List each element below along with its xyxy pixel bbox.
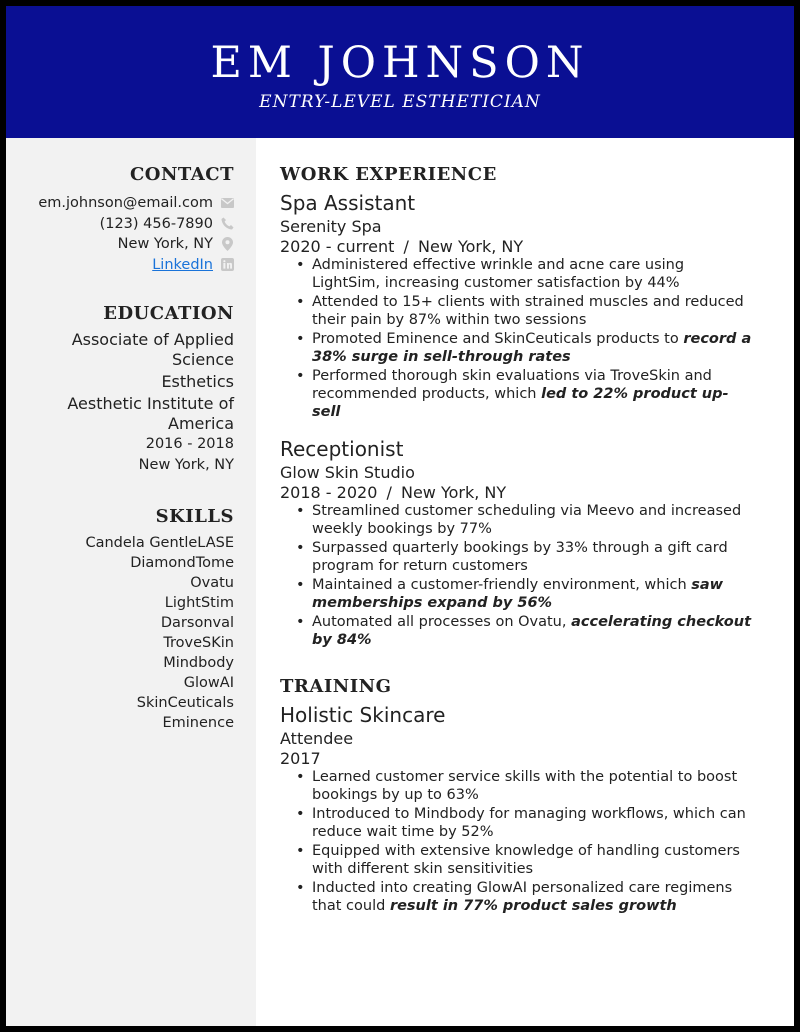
email-text: em.johnson@email.com — [38, 195, 213, 212]
linkedin-icon — [220, 258, 234, 272]
job-entry — [280, 437, 752, 649]
bullet-item: • Inducted into creating GlowAI personalized care regimens that could result in 77% product sales growth — [312, 879, 752, 915]
work-section — [280, 164, 752, 650]
skill-item: Ovatu — [190, 575, 234, 591]
bullet-item: • Promoted Eminence and SkinCeuticals products to record a 38% surge in sell-through rates — [312, 330, 752, 366]
sidebar — [6, 138, 256, 1026]
phone-text: (123) 456-7890 — [99, 215, 213, 232]
work-heading: WORK EXPERIENCE — [280, 164, 497, 185]
contact-section — [14, 164, 234, 275]
education-years: 2016 - 2018 — [145, 436, 234, 452]
degree-line-2: Science — [171, 350, 234, 369]
education-section — [14, 303, 234, 475]
bullet-item: • Performed thorough skin evaluations via TroveSkin and recommended products, which led to 22% product up-sell — [312, 367, 752, 421]
school-line-2: America — [168, 414, 234, 433]
job-org: Serenity Spa — [280, 217, 382, 236]
candidate-name: EM JOHNSON — [210, 38, 590, 88]
bullet-item: • Introduced to Mindbody for managing workflows, which can reduce wait time by 52% — [312, 805, 752, 841]
training-year: 2017 — [280, 749, 321, 768]
job-meta — [280, 483, 752, 502]
bullet-item: • Equipped with extensive knowledge of handling customers with different skin sensitivities — [312, 842, 752, 878]
skills-heading: SKILLS — [155, 506, 234, 527]
skill-item: GlowAI — [183, 675, 234, 691]
school-line-1: Aesthetic Institute of — [67, 394, 234, 413]
envelope-icon — [220, 196, 234, 210]
skill-item: DiamondTome — [130, 555, 234, 571]
skill-item: Candela GentleLASE — [85, 535, 234, 551]
job-role: Receptionist — [280, 437, 404, 461]
degree-line-1: Associate of Applied — [71, 330, 234, 349]
job-location: New York, NY — [400, 483, 507, 502]
job-org: Glow Skin Studio — [280, 463, 415, 482]
job-role: Spa Assistant — [280, 191, 416, 215]
linkedin-link[interactable]: LinkedIn — [152, 256, 213, 273]
contact-linkedin — [14, 255, 234, 276]
job-entry — [280, 191, 752, 421]
education-location: New York, NY — [138, 457, 234, 473]
bullet-item: • Automated all processes on Ovatu, accelerating checkout by 84% — [312, 613, 752, 649]
training-section — [280, 676, 752, 916]
bullet-item: • Streamlined customer scheduling via Meevo and increased weekly bookings by 77% — [312, 502, 752, 538]
resume-page — [6, 6, 794, 1026]
resume-header — [6, 6, 794, 138]
training-heading: TRAINING — [280, 676, 392, 697]
contact-location — [14, 234, 234, 255]
map-pin-icon — [220, 237, 234, 251]
bullet-item: • Attended to 15+ clients with strained muscles and reduced their pain by 87% within two sessions — [312, 293, 752, 329]
contact-phone — [14, 214, 234, 235]
degree-field: Esthetics — [161, 372, 234, 391]
skills-section — [14, 506, 234, 733]
job-separator: / — [403, 237, 409, 256]
skill-item: LightStim — [164, 595, 234, 611]
phone-icon — [220, 217, 234, 231]
skill-item: Darsonval — [160, 615, 234, 631]
training-role: Holistic Skincare — [280, 703, 446, 727]
training-bullets — [280, 768, 752, 915]
skill-item: TroveSKin — [163, 635, 234, 651]
job-dates: 2018 - 2020 — [280, 483, 378, 502]
job-separator: / — [386, 483, 392, 502]
bullet-item: • Surpassed quarterly bookings by 33% through a gift card program for return customers — [312, 539, 752, 575]
candidate-title: ENTRY-LEVEL ESTHETICIAN — [259, 92, 541, 112]
bullet-item: • Learned customer service skills with the potential to boost bookings by up to 63% — [312, 768, 752, 804]
education-heading: EDUCATION — [103, 303, 234, 324]
contact-email — [14, 193, 234, 214]
job-bullets — [280, 502, 752, 649]
skill-item: Mindbody — [163, 655, 234, 671]
bullet-item: • Maintained a customer-friendly environment, which saw memberships expand by 56% — [312, 576, 752, 612]
training-org: Attendee — [280, 729, 354, 748]
job-location: New York, NY — [417, 237, 524, 256]
job-meta — [280, 237, 752, 256]
job-bullets — [280, 256, 752, 421]
skill-item: SkinCeuticals — [136, 695, 234, 711]
job-dates: 2020 - current — [280, 237, 395, 256]
bullet-item: • Administered effective wrinkle and acne care using LightSim, increasing customer satisfaction by 44% — [312, 256, 752, 292]
location-text: New York, NY — [117, 236, 213, 253]
contact-heading: CONTACT — [129, 164, 234, 185]
skill-item: Eminence — [162, 715, 234, 731]
